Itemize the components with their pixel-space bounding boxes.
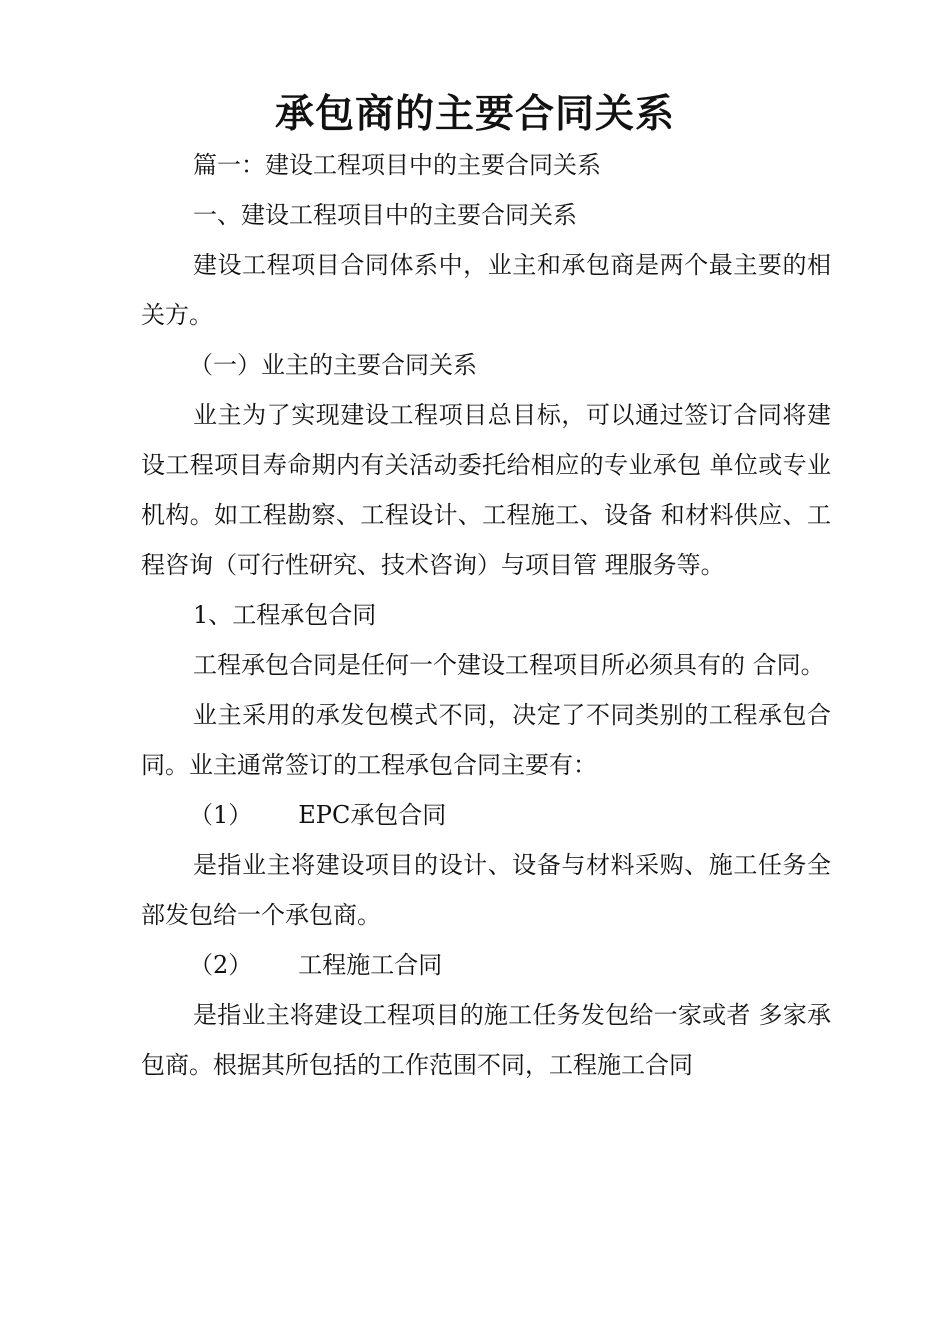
document-body xyxy=(141,140,831,1090)
paragraph-owner-contracts: 业主为了实现建设工程项目总目标，可以通过签订合同将建设工程项目寿命期内有关活动委托给相应的专业承包 单位或专业机构。如工程勘察、工程设计、工程施工、设备 和材料供应、工程咨询（可行性研究、技术咨询）与项目管 理服务等。 xyxy=(141,401,831,579)
item-title: EPC承包合同 xyxy=(298,801,447,829)
paragraph-epc-definition: 是指业主将建设项目的设计、设备与材料采购、施工任务全部发包给一个承包商。 xyxy=(141,851,831,929)
paragraph-construction-definition: 是指业主将建设工程项目的施工任务发包给一家或者 多家承包商。根据其所包括的工作范围不同，工程施工合同 xyxy=(141,1001,831,1079)
paragraph-intro: 建设工程项目合同体系中，业主和承包商是两个最主要的相关方。 xyxy=(141,251,831,329)
paragraph-subheading-owner: （一）业主的主要合同关系 xyxy=(189,351,477,379)
paragraph-contract-types: 业主采用的承发包模式不同，决定了不同类别的工程承包合同。业主通常签订的工程承包合同主要有： xyxy=(141,701,831,779)
paragraph-heading-contract: 1、工程承包合同 xyxy=(193,601,377,629)
item-title: 工程施工合同 xyxy=(298,951,443,979)
paragraph-item-construction xyxy=(141,940,831,990)
paragraph-contract-definition: 工程承包合同是任何一个建设工程项目所必须具有的 合同。 xyxy=(193,651,825,679)
paragraph-heading-one: 一、建设工程项目中的主要合同关系 xyxy=(193,201,577,229)
item-label: （1） xyxy=(189,801,253,829)
document-title: 承包商的主要合同关系 xyxy=(274,91,675,137)
paragraph-section-heading: 篇一：建设工程项目中的主要合同关系 xyxy=(193,151,601,179)
item-label: （2） xyxy=(189,951,253,979)
paragraph-item-epc xyxy=(141,790,831,840)
